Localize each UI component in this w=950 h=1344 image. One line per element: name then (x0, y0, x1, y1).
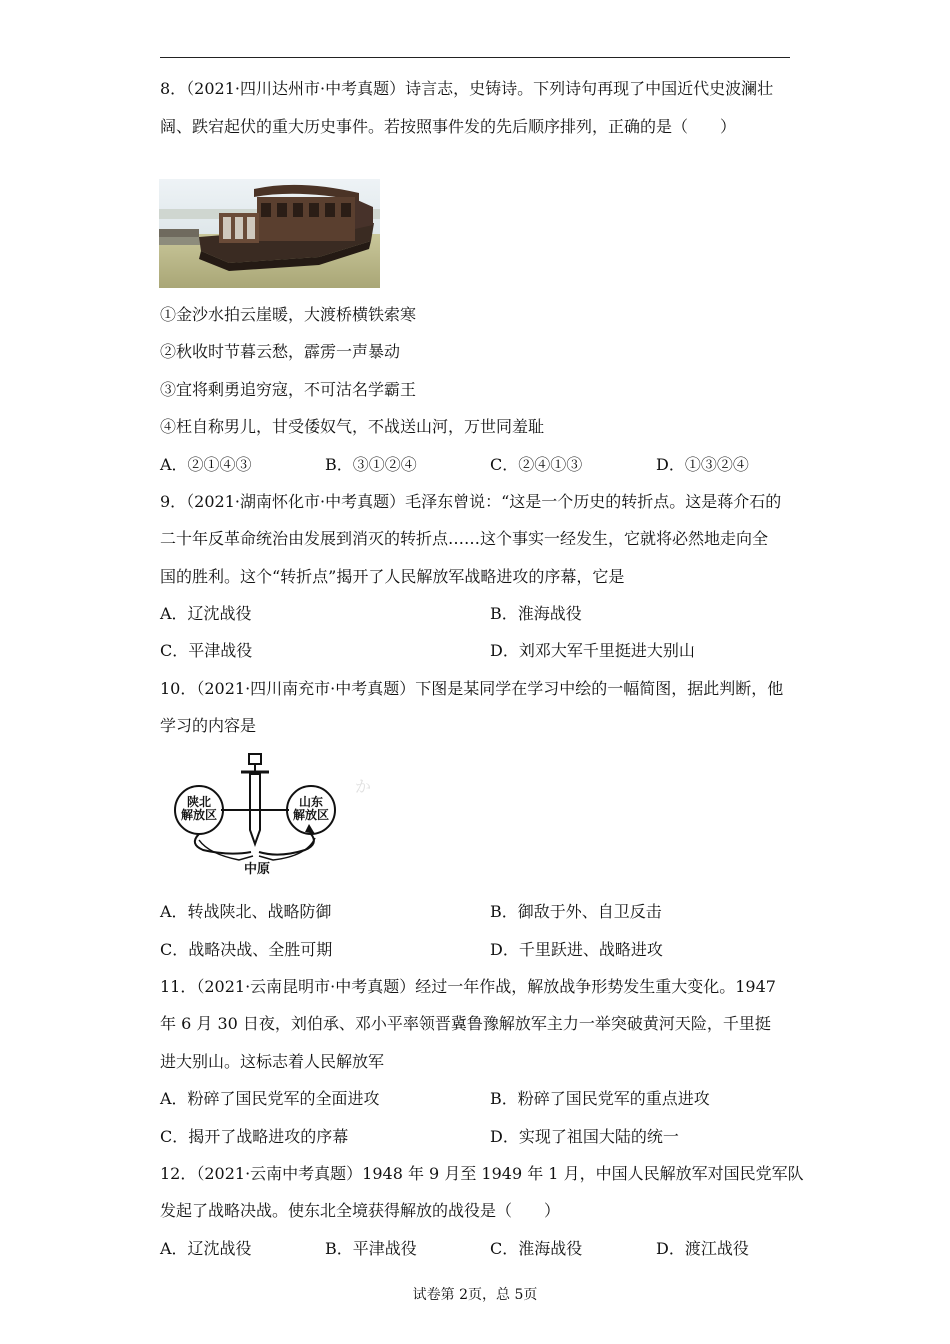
q12-option-c[interactable]: C．淮海战役 (490, 1239, 583, 1258)
q10-option-a[interactable]: A．转战陕北、战略防御 (160, 902, 332, 921)
q11-option-d[interactable]: D．实现了祖国大陆的统一 (490, 1127, 679, 1146)
diagram-right-line1: 山东 (298, 795, 323, 809)
q8-item-2: ②秋收时节暮云愁，霹雳一声暴动 (160, 342, 401, 361)
red-boat-photo (159, 179, 380, 288)
svg-text:か: か (355, 777, 372, 796)
diagram-right-label (293, 796, 329, 822)
q8-item-4: ④枉自称男儿，甘受倭奴气，不战送山河，万世同羞耻 (160, 417, 545, 436)
q11-option-c[interactable]: C．揭开了战略进攻的序幕 (160, 1127, 349, 1146)
q8-item-1: ①金沙水拍云崖暖，大渡桥横铁索寒 (160, 305, 417, 324)
diagram-left-line1: 陕北 (186, 795, 211, 809)
q10-option-b[interactable]: B．御敌于外、自卫反击 (490, 902, 662, 921)
q9-option-d[interactable]: D．刘邓大军千里挺进大别山 (490, 641, 695, 660)
header-rule (160, 57, 790, 58)
q12-option-d[interactable]: D．渡江战役 (656, 1239, 749, 1258)
q11-stem-line3: 进大别山。这标志着人民解放军 (160, 1052, 385, 1071)
diagram-right-line2: 解放区 (293, 808, 330, 822)
q9-option-b[interactable]: B．淮海战役 (490, 604, 582, 623)
q11-option-a[interactable]: A．粉碎了国民党军的全面进攻 (160, 1089, 380, 1108)
q10-option-d[interactable]: D．千里跃进、战略进攻 (490, 940, 663, 959)
q8-stem-line1: 8．（2021·四川达州市·中考真题）诗言志，史铸诗。下列诗句再现了中国近代史波澜壮 (160, 79, 774, 98)
q12-option-b[interactable]: B．平津战役 (325, 1239, 417, 1258)
diagram-left-label (181, 796, 217, 822)
q10-stem-line1: 10．（2021·四川南充市·中考真题）下图是某同学在学习中绘的一幅简图，据此判断，他 (160, 679, 784, 698)
diagram-bottom-label: 中原 (243, 862, 270, 877)
q8-option-a[interactable]: A．②①④③ (160, 455, 252, 474)
q11-stem-line2: 年 6 月 30 日夜，刘伯承、邓小平率领晋冀鲁豫解放军主力一举突破黄河天险，千里挺 (160, 1014, 771, 1033)
diagram-left-line2: 解放区 (181, 808, 218, 822)
page-footer: 试卷第 2页，总 5页 (412, 1287, 538, 1303)
q9-stem-line2: 二十年反革命统治由发展到消灭的转折点……这个事实一经发生，它就将必然地走向全 (160, 529, 769, 548)
q10-stem-line2: 学习的内容是 (160, 716, 257, 735)
q9-option-a[interactable]: A．辽沈战役 (160, 604, 252, 623)
q9-stem-line3: 国的胜利。这个“转折点”揭开了人民解放军战略进攻的序幕，它是 (160, 567, 625, 586)
q8-stem-line2: 阔、跌宕起伏的重大历史事件。若按照事件发的先后顺序排列，正确的是（ ） (160, 117, 737, 136)
q12-option-a[interactable]: A．辽沈战役 (160, 1239, 252, 1258)
q8-option-b[interactable]: B．③①②④ (325, 455, 417, 474)
q8-option-c[interactable]: C．②④①③ (490, 455, 583, 474)
q11-stem-line1: 11．（2021·云南昆明市·中考真题）经过一年作战，解放战争形势发生重大变化。1947 (160, 977, 776, 996)
q12-stem-line2: 发起了战略决战。使东北全境获得解放的战役是（ ） (160, 1201, 561, 1220)
q11-option-b[interactable]: B．粉碎了国民党军的重点进攻 (490, 1089, 710, 1108)
q12-stem-line1: 12．（2021·云南中考真题）1948 年 9 月至 1949 年 1 月，中国人民解放军对国民党军队 (160, 1164, 804, 1183)
q9-option-c[interactable]: C．平津战役 (160, 641, 253, 660)
march-diagram (159, 748, 381, 888)
q8-item-3: ③宜将剩勇追穷寇，不可沽名学霸王 (160, 380, 417, 399)
q9-stem-line1: 9．（2021·湖南怀化市·中考真题）毛泽东曾说：“这是一个历史的转折点。这是蒋介石的 (160, 492, 782, 511)
q10-option-c[interactable]: C．战略决战、全胜可期 (160, 940, 333, 959)
q8-option-d[interactable]: D．①③②④ (656, 455, 749, 474)
